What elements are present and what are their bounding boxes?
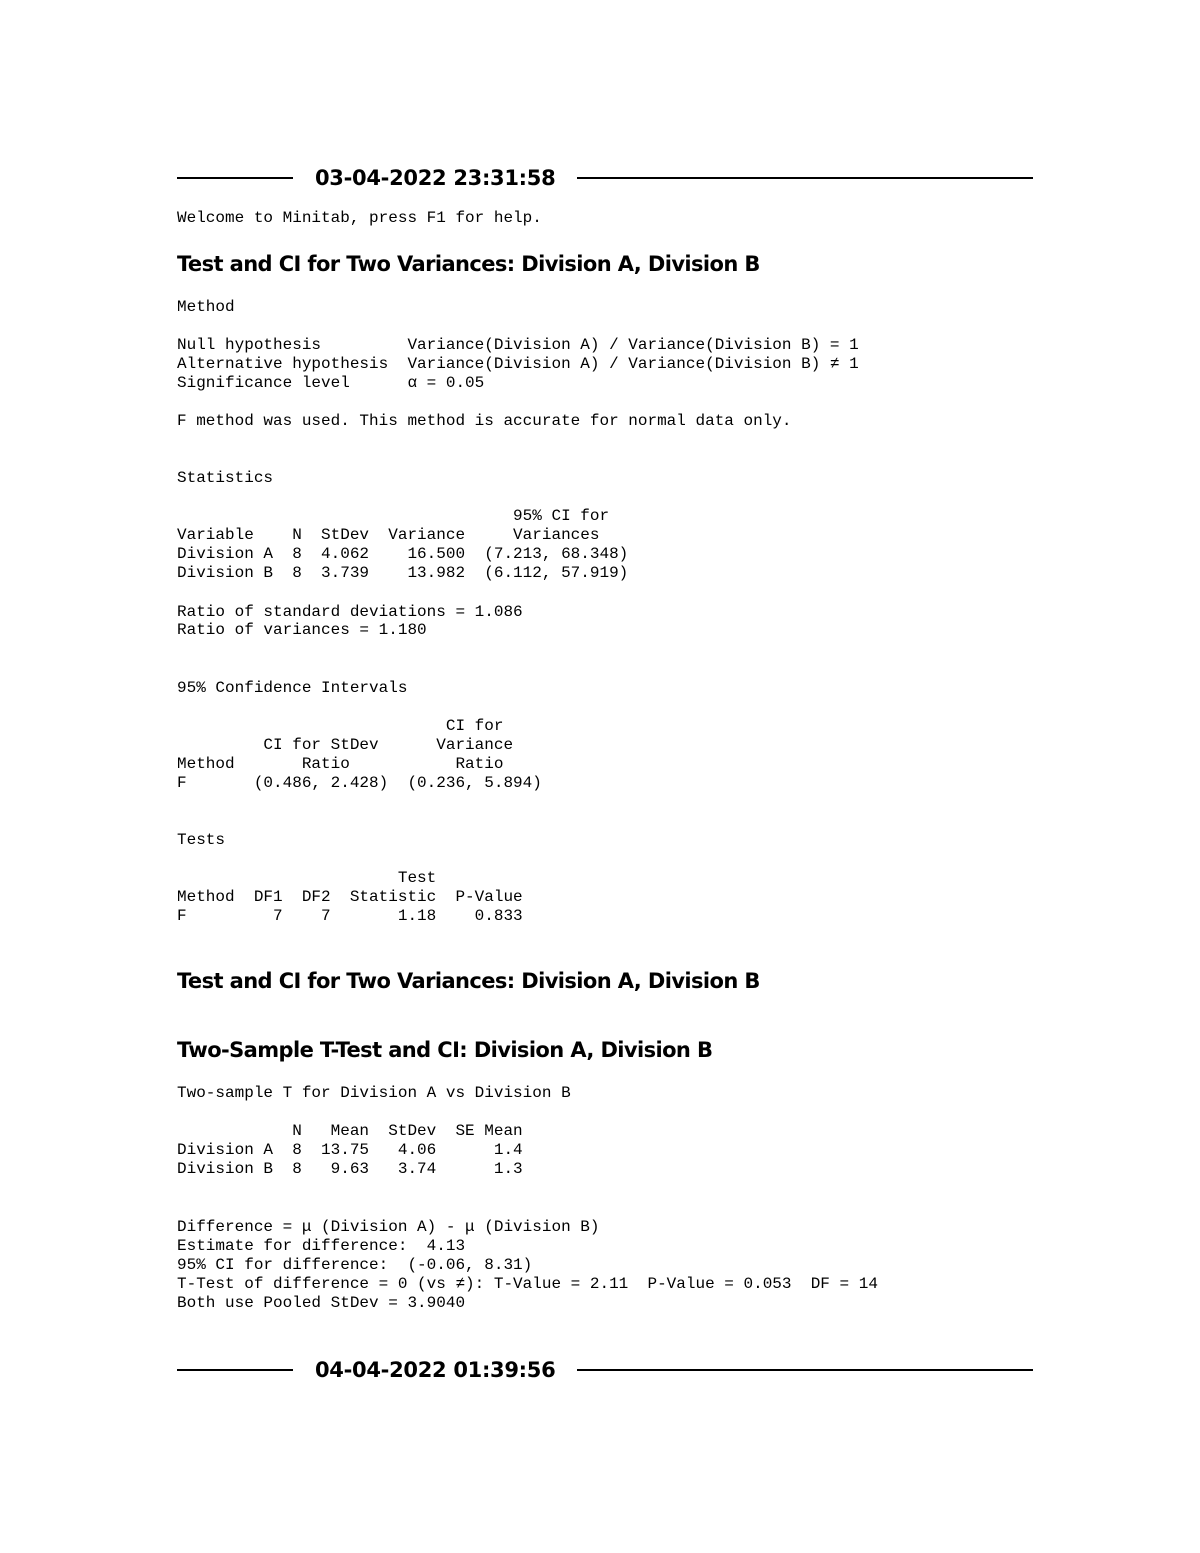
section-title-ttest: Two-Sample T-Test and CI: Division A, Division B	[177, 1038, 713, 1062]
statistics-label: Statistics	[177, 469, 274, 487]
session-start-timestamp: 03-04-2022 23:31:58	[315, 166, 556, 190]
welcome-message: Welcome to Minitab, press F1 for help.	[177, 209, 542, 227]
ratio-stdev-line: Ratio of standard deviations = 1.086	[177, 603, 523, 621]
separator-line-left	[177, 177, 293, 179]
null-hypothesis-line: Null hypothesis Variance(Division A) / Variance(Division B) = 1	[177, 336, 859, 354]
ttest-intro: Two-sample T for Division A vs Division B	[177, 1084, 571, 1102]
separator-line-right	[577, 177, 1033, 179]
section-title-variances: Test and CI for Two Variances: Division A, Division B	[177, 252, 760, 276]
tests-label: Tests	[177, 831, 226, 849]
ttest-result-line: T-Test of difference = 0 (vs ≠): T-Value = 2.11 P-Value = 0.053 DF = 14	[177, 1275, 878, 1293]
ttest-row-division-b: Division B 8 9.63 3.74 1.3	[177, 1160, 523, 1178]
stats-header-1: 95% CI for	[177, 507, 610, 525]
f-method-note: F method was used. This method is accurate for normal data only.	[177, 412, 792, 430]
separator-line-left	[177, 1369, 293, 1371]
ttest-row-division-a: Division A 8 13.75 4.06 1.4	[177, 1141, 523, 1159]
stats-row-division-a: Division A 8 4.062 16.500 (7.213, 68.348)	[177, 545, 629, 563]
pooled-stdev-line: Both use Pooled StDev = 3.9040	[177, 1294, 466, 1312]
ci-header-1: CI for	[177, 717, 504, 735]
ratio-variance-line: Ratio of variances = 1.180	[177, 621, 427, 639]
alt-hypothesis-line: Alternative hypothesis Variance(Division A) / Variance(Division B) ≠ 1	[177, 355, 859, 373]
tests-row-f: F 7 7 1.18 0.833	[177, 907, 523, 925]
method-label: Method	[177, 298, 235, 316]
ci-header-2: CI for StDev Variance	[177, 736, 514, 754]
stats-row-division-b: Division B 8 3.739 13.982 (6.112, 57.919)	[177, 564, 629, 582]
confidence-intervals-label: 95% Confidence Intervals	[177, 679, 408, 697]
significance-line: Significance level α = 0.05	[177, 374, 485, 392]
ttest-header: N Mean StDev SE Mean	[177, 1122, 523, 1140]
separator-line-right	[577, 1369, 1033, 1371]
difference-line: Difference = μ (Division A) - μ (Division B)	[177, 1218, 600, 1236]
ci-row-f: F (0.486, 2.428) (0.236, 5.894)	[177, 774, 542, 792]
tests-header-1: Test	[177, 869, 437, 887]
estimate-line: Estimate for difference: 4.13	[177, 1237, 466, 1255]
ci-difference-line: 95% CI for difference: (-0.06, 8.31)	[177, 1256, 533, 1274]
session-start-separator	[177, 163, 1033, 193]
ci-header-3: Method Ratio Ratio	[177, 755, 504, 773]
session-end-timestamp: 04-04-2022 01:39:56	[315, 1358, 556, 1382]
tests-header-2: Method DF1 DF2 Statistic P-Value	[177, 888, 523, 906]
session-end-separator	[177, 1355, 1033, 1385]
section-title-variances-repeat: Test and CI for Two Variances: Division A, Division B	[177, 969, 760, 993]
stats-header-2: Variable N StDev Variance Variances	[177, 526, 600, 544]
